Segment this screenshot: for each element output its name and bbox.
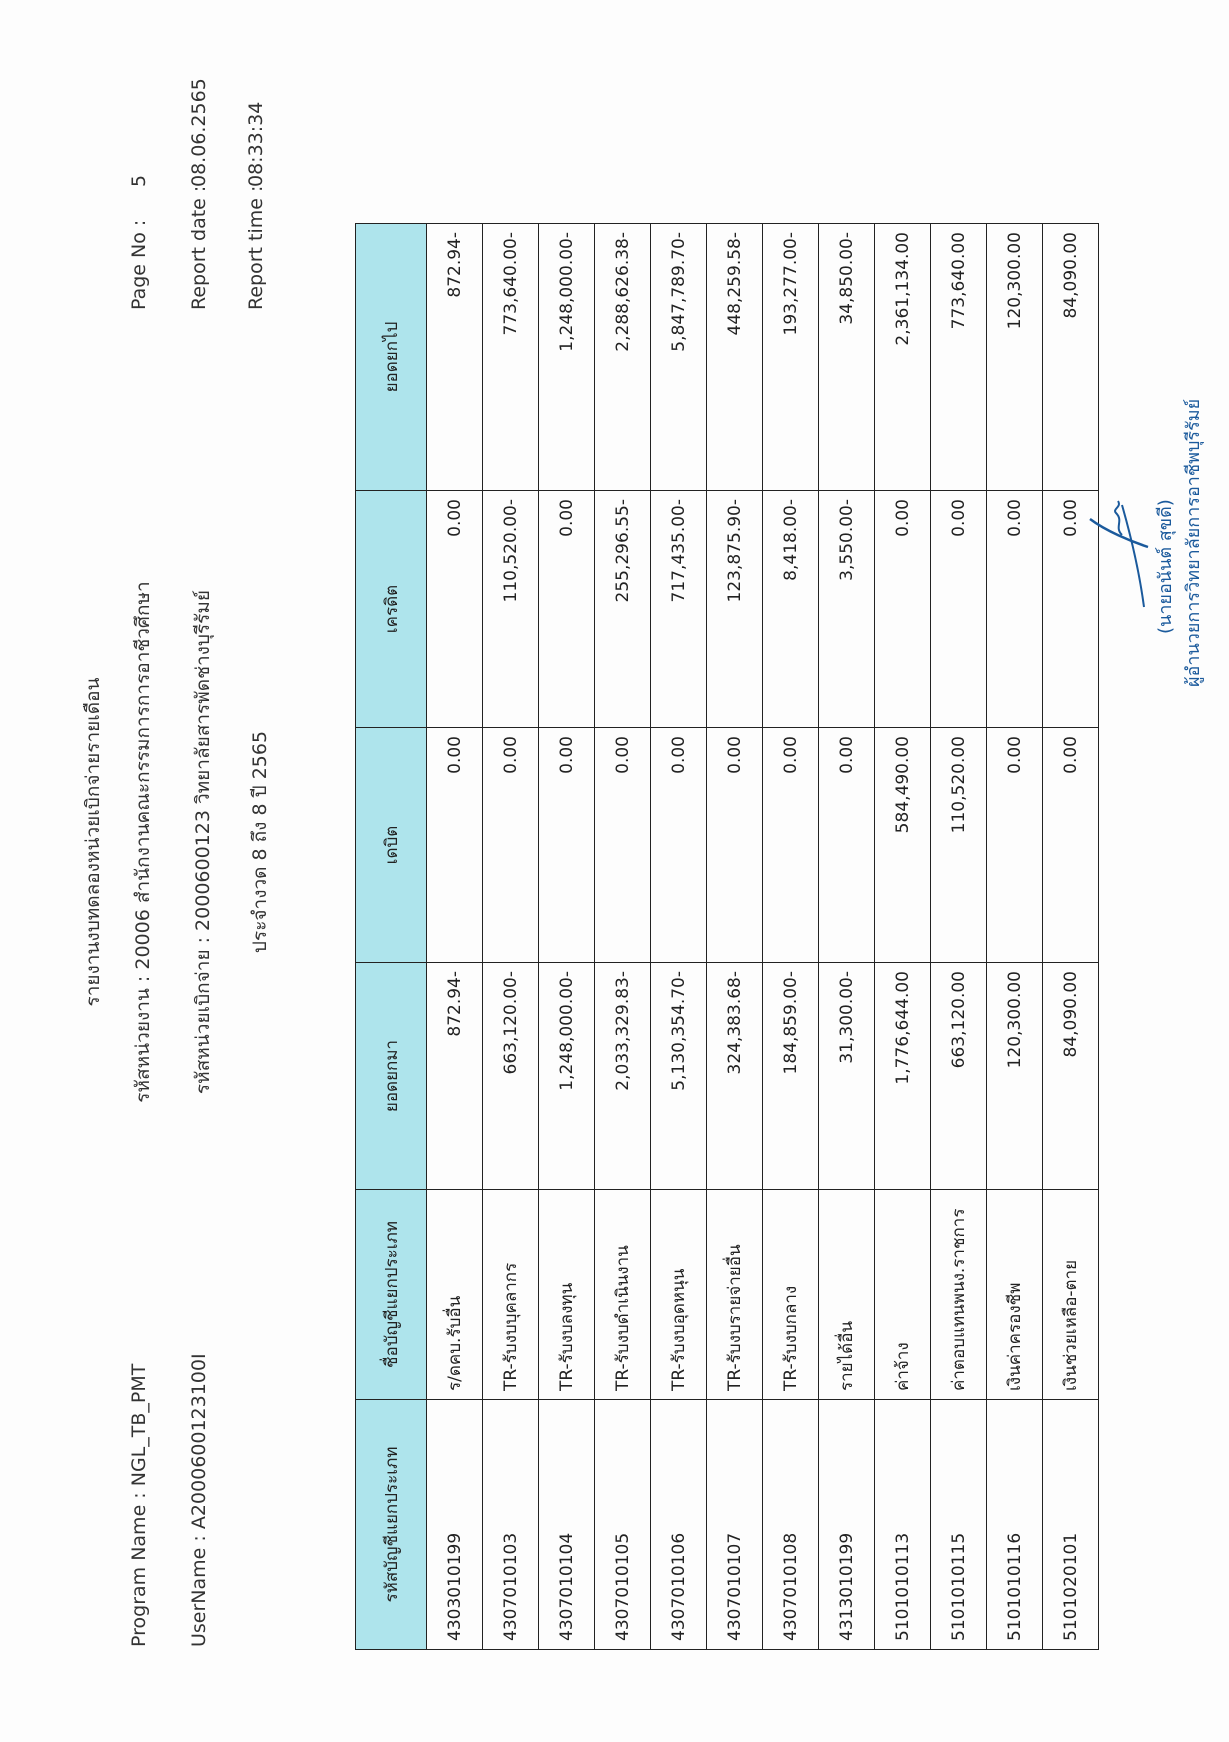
report-time-label: Report time : [245,185,267,310]
account-code-cell: 5101010115 [931,1400,987,1650]
table-row [539,224,595,1650]
signature-position: ผู้อำนวยการวิทยาลัยการอาชีพบุรีรัมย์ [1183,398,1204,687]
carried-forward-cell: 34,850.00- [819,224,875,491]
column-header-account-code: รหัสบัญชีแยกประเภท [356,1400,427,1650]
credit-cell: 255,296.55- [595,491,651,728]
brought-forward-cell: 1,776,644.00 [875,963,931,1190]
account-name-cell: TR-รับงบรายจ่ายอื่น [707,1190,763,1400]
account-name-cell: TR-รับงบอุดหนุน [651,1190,707,1400]
account-name-cell: TR-รับงบกลาง [763,1190,819,1400]
table-row [427,224,483,1650]
credit-cell: 0.00 [987,491,1043,728]
brought-forward-cell: 2,033,329.83- [595,963,651,1190]
account-code-cell: 4313010199 [819,1400,875,1650]
account-name-cell: รายได้อื่น [819,1190,875,1400]
credit-cell: 3,550.00- [819,491,875,728]
table-row [651,224,707,1650]
credit-cell: 123,875.90- [707,491,763,728]
trial-balance-table [355,223,1099,1650]
brought-forward-cell: 663,120.00 [931,963,987,1190]
account-name-cell: TR-รับงบดำเนินงาน [595,1190,651,1400]
brought-forward-cell: 120,300.00 [987,963,1043,1190]
column-header-credit: เครดิต [356,491,427,728]
debit-cell: 0.00 [651,728,707,963]
table-row [763,224,819,1650]
debit-cell: 0.00 [595,728,651,963]
brought-forward-cell: 5,130,354.70- [651,963,707,1190]
account-name-cell: TR-รับงบลงทุน [539,1190,595,1400]
debit-cell: 0.00 [819,728,875,963]
debit-cell: 110,520.00 [931,728,987,963]
debit-cell: 0.00 [987,728,1043,963]
user-name: UserName : A2000600123100I [188,1353,210,1647]
debit-cell: 0.00 [539,728,595,963]
carried-forward-cell: 872.94- [427,224,483,491]
debit-cell: 0.00 [427,728,483,963]
brought-forward-cell: 31,300.00- [819,963,875,1190]
table-row [1043,224,1099,1650]
account-name-cell: ค่าจ้าง [875,1190,931,1400]
account-code-cell: 4307010105 [595,1400,651,1650]
carried-forward-cell: 773,640.00 [931,224,987,491]
table-body [427,224,1099,1650]
table-row [595,224,651,1650]
brought-forward-cell: 663,120.00- [483,963,539,1190]
program-name: Program Name : NGL_TB_PMT [128,1363,150,1647]
brought-forward-cell: 84,090.00 [1043,963,1099,1190]
table-row [931,224,987,1650]
credit-cell: 8,418.00- [763,491,819,728]
table-header-row [356,224,427,1650]
carried-forward-cell: 773,640.00- [483,224,539,491]
credit-cell: 0.00 [931,491,987,728]
carried-forward-cell: 1,248,000.00- [539,224,595,491]
signature-name: (นายอนันต์ สุขดี) [1155,499,1176,634]
brought-forward-cell: 324,383.68- [707,963,763,1190]
table-row [875,224,931,1650]
debit-cell: 0.00 [1043,728,1099,963]
carried-forward-cell: 2,288,626.38- [595,224,651,491]
debit-cell: 0.00 [483,728,539,963]
account-code-cell: 4307010106 [651,1400,707,1650]
credit-cell: 0.00 [539,491,595,728]
credit-cell: 110,520.00- [483,491,539,728]
debit-cell: 584,490.00 [875,728,931,963]
table-row [483,224,539,1650]
account-name-cell: TR-รับงบบุคลากร [483,1190,539,1400]
disbursing-unit: รหัสหน่วยเบิกจ่าย : 2000600123 วิทยาลัยสารพัดช่างบุรีรัมย์ [192,589,214,1095]
account-code-cell: 5101010116 [987,1400,1043,1650]
account-name-cell: เงินค่าครองชีพ [987,1190,1043,1400]
report-time: 08:33:34 [245,101,267,187]
table-row [707,224,763,1650]
account-code-cell: 4307010104 [539,1400,595,1650]
page-no: 5 [128,174,150,187]
report-date-label: Report date : [188,185,210,310]
column-header-carried-forward: ยอดยกไป [356,224,427,491]
column-header-debit: เดบิต [356,728,427,963]
account-code-cell: 4307010108 [763,1400,819,1650]
credit-cell: 0.00 [427,491,483,728]
carried-forward-cell: 120,300.00 [987,224,1043,491]
report-title: รายงานงบทดลองหน่วยเบิกจ่ายรายเดือน [82,677,104,1007]
brought-forward-cell: 1,248,000.00- [539,963,595,1190]
account-code-cell: 4303010199 [427,1400,483,1650]
page-no-label: Page No : [128,219,150,310]
account-code-cell: 5101020101 [1043,1400,1099,1650]
column-header-account-name: ชื่อบัญชีแยกประเภท [356,1190,427,1400]
column-header-brought-forward: ยอดยกมา [356,963,427,1190]
report-date: 08.06.2565 [188,78,210,187]
account-name-cell: ร/ดคบ.รับอื่น [427,1190,483,1400]
table-row [987,224,1043,1650]
agency-code: รหัสหน่วยงาน : 20006 สำนักงานคณะกรรมการการอาชีวศึกษา [132,581,154,1103]
table-row [819,224,875,1650]
account-code-cell: 5101010113 [875,1400,931,1650]
account-name-cell: เงินช่วยเหลือ-ตาย [1043,1190,1099,1400]
credit-cell: 717,435.00- [651,491,707,728]
carried-forward-cell: 193,277.00- [763,224,819,491]
carried-forward-cell: 448,259.58- [707,224,763,491]
account-code-cell: 4307010107 [707,1400,763,1650]
account-code-cell: 4307010103 [483,1400,539,1650]
report-period: ประจำงวด 8 ถึง 8 ปี 2565 [249,730,271,954]
carried-forward-cell: 5,847,789.70- [651,224,707,491]
brought-forward-cell: 184,859.00- [763,963,819,1190]
debit-cell: 0.00 [763,728,819,963]
debit-cell: 0.00 [707,728,763,963]
brought-forward-cell: 872.94- [427,963,483,1190]
account-name-cell: ค่าตอบแทนพนง.ราชการ [931,1190,987,1400]
credit-cell: 0.00 [875,491,931,728]
carried-forward-cell: 84,090.00 [1043,224,1099,491]
carried-forward-cell: 2,361,134.00 [875,224,931,491]
credit-cell: 0.00 [1043,491,1099,728]
